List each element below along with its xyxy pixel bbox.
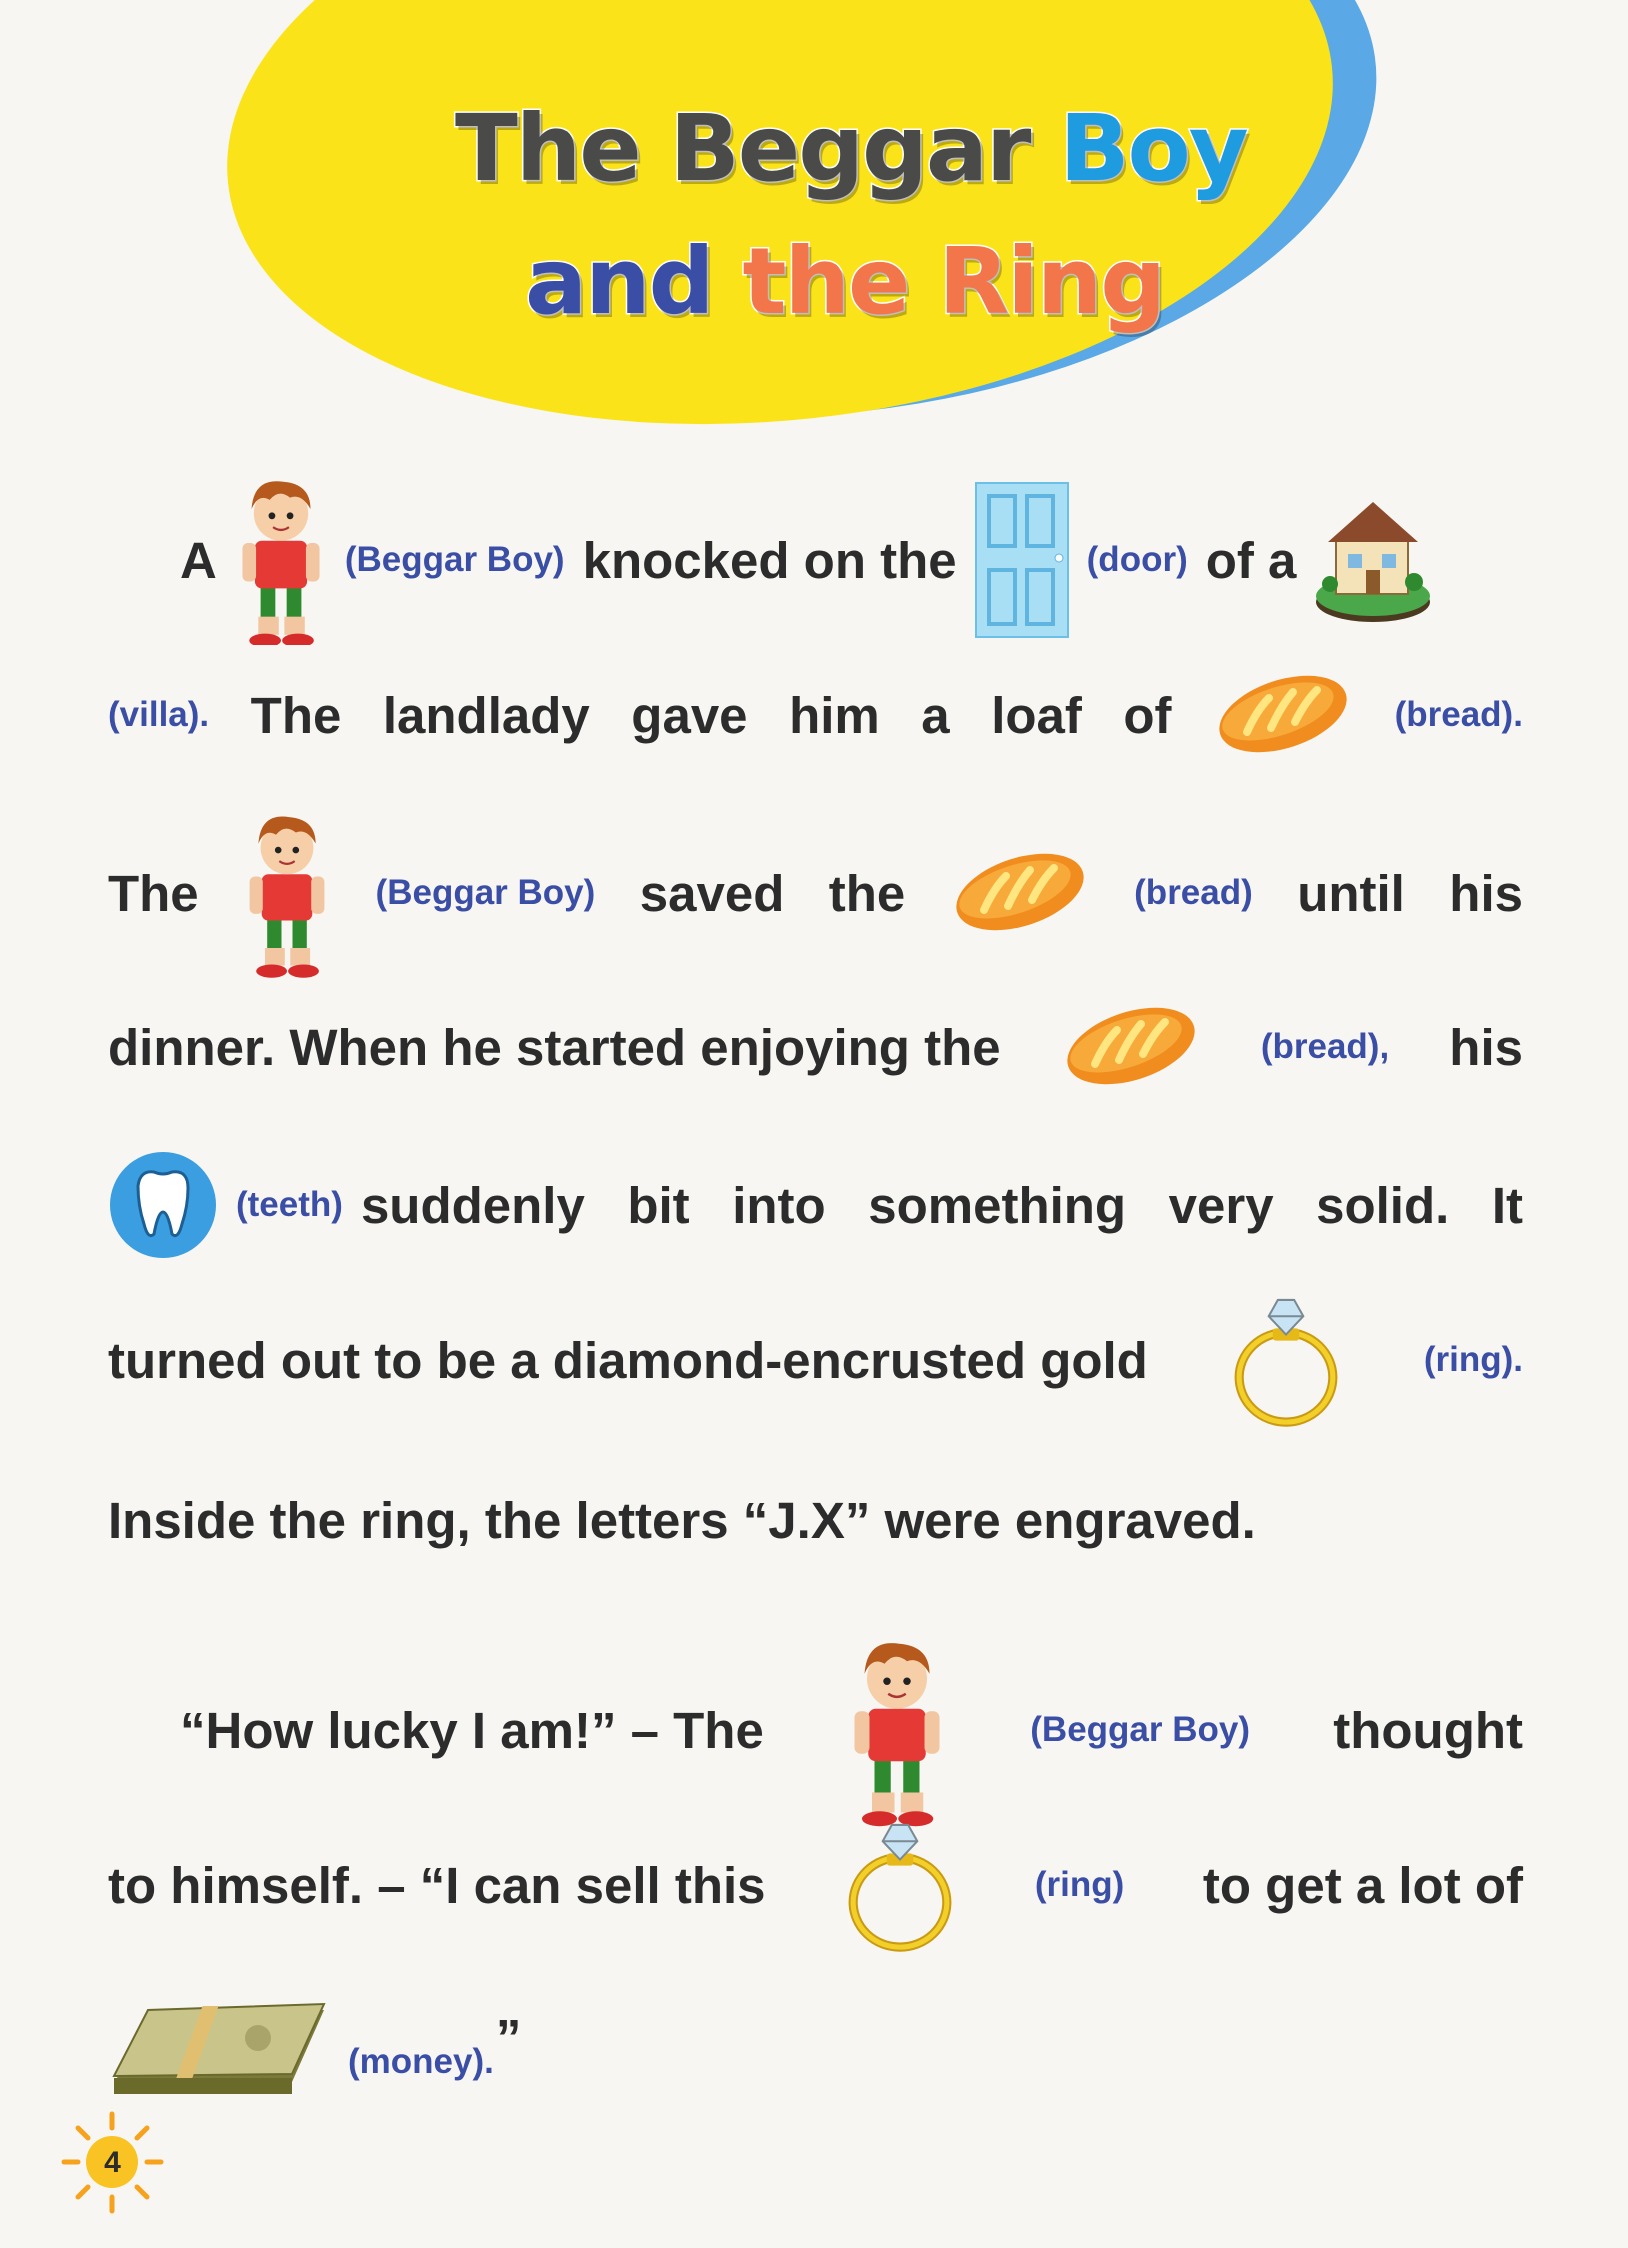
money-stack-icon <box>108 2002 330 2098</box>
page-number: 4 <box>104 2146 121 2179</box>
story-line-4 <box>108 992 1523 1102</box>
title-word: and <box>525 228 713 335</box>
door-icon <box>975 482 1069 638</box>
picture-label: (money). <box>348 2042 494 2081</box>
villa-icon <box>1314 494 1432 626</box>
story-word: of <box>1123 686 1172 744</box>
story-word: his <box>1449 864 1523 922</box>
title-line-2 <box>525 228 1164 335</box>
picture-label: (Beggar Boy) <box>344 540 565 579</box>
story-word: a <box>921 686 950 744</box>
story-word: landlady <box>382 686 590 744</box>
title-line-1 <box>455 95 1247 202</box>
story-word: him <box>789 686 880 744</box>
tooth-icon <box>108 1150 218 1260</box>
picture-label: (bread), <box>1260 1027 1390 1066</box>
bread-icon <box>950 848 1090 938</box>
picture-label: (bread). <box>1394 695 1523 734</box>
story-word: loaf <box>991 686 1082 744</box>
bread-icon <box>1061 1002 1201 1092</box>
story-line-5 <box>108 1150 1523 1260</box>
title-word: Boy <box>1059 95 1247 202</box>
picture-label: (villa). <box>108 695 210 734</box>
picture-label: (bread) <box>1134 873 1253 912</box>
story-word: his <box>1449 1018 1523 1076</box>
story-word: A <box>180 531 217 589</box>
title-word: The Beggar <box>455 95 1030 202</box>
story-line-9 <box>108 1830 1523 1940</box>
story-line-8 <box>180 1675 1523 1785</box>
story-line-10 <box>108 1995 1523 2105</box>
diamond-ring-icon <box>844 1810 956 1960</box>
title-word: the Ring <box>742 228 1165 335</box>
story-word: of a <box>1205 531 1297 589</box>
picture-label: (door) <box>1086 540 1188 579</box>
story-word: thought <box>1333 1701 1523 1759</box>
page-number-badge <box>60 2110 165 2215</box>
story-word: suddenly bit into something very solid. It <box>360 1176 1523 1234</box>
picture-label: (ring). <box>1423 1340 1523 1379</box>
story-word: gave <box>631 686 748 744</box>
story-word: saved <box>639 864 785 922</box>
story-word: to himself. – “I can sell this <box>108 1856 766 1914</box>
story-word: dinner. When he started enjoying the <box>108 1018 1001 1076</box>
picture-label: (teeth) <box>236 1185 343 1224</box>
story-word: until <box>1297 864 1405 922</box>
story-line-7 <box>108 1465 1523 1575</box>
story-word: the <box>828 864 906 922</box>
bread-icon <box>1213 670 1353 760</box>
story-word: turned out to be a diamond-encrusted gold <box>108 1331 1148 1389</box>
story-line-2 <box>108 660 1523 770</box>
picture-label: (Beggar Boy) <box>375 873 596 912</box>
diamond-ring-icon <box>1230 1285 1342 1435</box>
closing-quote: ” <box>495 2008 522 2066</box>
story-line-6 <box>108 1305 1523 1415</box>
story-line-3 <box>108 838 1523 948</box>
beggar-boy-icon <box>847 1619 947 1841</box>
story-word: “How lucky I am!” – The <box>180 1701 764 1759</box>
story-line-1 <box>180 505 1523 615</box>
picture-label: (ring) <box>1034 1865 1125 1904</box>
beggar-boy-icon <box>235 475 327 645</box>
story-word: The <box>250 686 342 744</box>
story-word: knocked on the <box>582 531 957 589</box>
picture-label: (Beggar Boy) <box>1030 1710 1251 1749</box>
story-word: Inside the ring, the letters “J.X” were engraved. <box>108 1491 1256 1549</box>
story-word: to get a lot of <box>1202 1856 1523 1914</box>
story-word: The <box>108 864 199 922</box>
beggar-boy-icon <box>243 804 331 982</box>
